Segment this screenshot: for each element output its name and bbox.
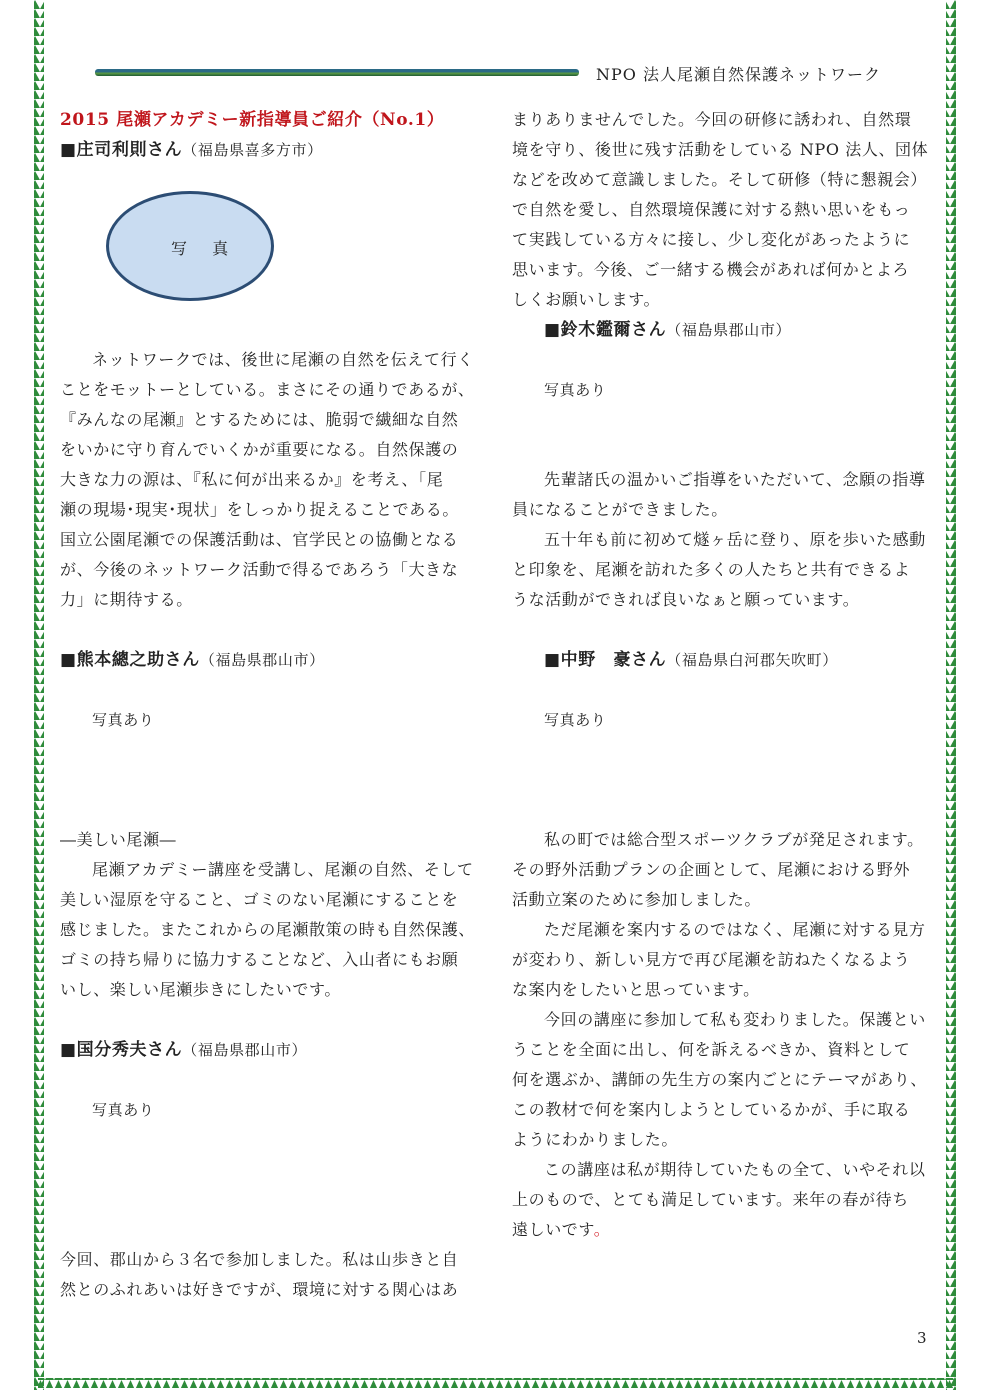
blank-line	[60, 795, 485, 825]
person-place: （福島県喜多方市）	[182, 141, 323, 159]
paragraph-line: 今回の講座に参加して私も変わりました。保護とい	[544, 1010, 926, 1029]
person-heading	[60, 645, 485, 675]
paragraph-line: 五十年も前に初めて燧ヶ岳に登り、原を歩いた感動	[544, 530, 926, 549]
photo-label: 写真あり	[544, 711, 607, 729]
bullet-marker: ■	[544, 320, 561, 340]
paragraph-line: 何を選ぶか、講師の先生方の案内ごとにテーマがあり、	[512, 1070, 928, 1089]
person-place: （福島県郡山市）	[199, 651, 325, 669]
paragraph-line: が変わり、新しい見方で再び尾瀬を訪ねたくなるよう	[512, 950, 911, 969]
paragraph-line: て実践している方々に接し、少し変化があったように	[512, 230, 911, 249]
paragraph-line: 美しい湿原を守ること、ゴミのない尾瀬にすることを	[60, 890, 459, 909]
paragraph-line: で自然を愛し、自然環境保護に対する熱い思いをもっ	[512, 200, 911, 219]
paragraph-line: 上のもので、とても満足しています。来年の春が待ち	[512, 1190, 909, 1209]
organization-name: NPO 法人尾瀬自然保護ネットワーク	[596, 65, 881, 84]
photo-label: 写真あり	[544, 381, 607, 399]
blank-line	[512, 795, 937, 825]
section-subtitle: ―美しい尾瀬―	[60, 830, 177, 849]
person-name: 庄司利則さん	[76, 140, 183, 160]
final-period: 。	[593, 1220, 611, 1239]
paragraph-line: 尾瀬アカデミー講座を受講し、尾瀬の自然、そして	[92, 860, 474, 879]
blank-line	[512, 345, 937, 375]
blank-line	[512, 435, 937, 465]
person-name: 鈴木鑑爾さん	[560, 320, 667, 340]
paragraph-line: 国立公園尾瀬での保護活動は、官学民との協働となる	[60, 530, 459, 549]
left-column	[60, 105, 485, 1305]
article-title: 2015 尾瀬アカデミー新指導員ご紹介（No.1）	[60, 110, 445, 130]
paragraph-line: 活動立案のために参加しました。	[512, 890, 762, 909]
person-name: 中野 豪さん	[560, 650, 667, 670]
blank-line	[60, 1005, 485, 1035]
paragraph-line: 思います。今後、ご一緒する機会があれば何かとよろ	[512, 260, 910, 279]
paragraph-line: 瀬の現場･現実･現状」をしっかり捉えることである。	[60, 500, 460, 519]
blank-line	[60, 765, 485, 795]
paragraph-line: 員になることができました。	[512, 500, 728, 519]
person-name: 熊本總之助さん	[76, 650, 200, 670]
paragraph-line: ゴミの持ち帰りに協力することなど、入山者にもお願	[60, 950, 459, 969]
bullet-marker: ■	[60, 1040, 77, 1060]
blank-line	[512, 735, 937, 765]
paragraph-line	[512, 1215, 937, 1245]
paragraph-line: 力」に期待する。	[60, 590, 193, 609]
paragraph-line: などを改めて意識しました。そして研修（特に懇親会）	[512, 170, 928, 189]
paragraph-line: この教材で何を案内しようとしているかが、手に取る	[512, 1100, 911, 1119]
paragraph-line: 大きな力の源は、『私に何が出来るか』を考え、「尾	[60, 470, 444, 489]
blank-line	[512, 675, 937, 705]
paragraph-line: をいかに守り育んでいくかが重要になる。自然保護の	[60, 440, 459, 459]
right-column	[512, 105, 937, 1245]
bullet-marker: ■	[60, 650, 77, 670]
paragraph-line: な案内をしたいと思っています。	[512, 980, 760, 999]
person-place: （福島県郡山市）	[666, 321, 792, 339]
bullet-marker: ■	[60, 140, 77, 160]
blank-line	[60, 1185, 485, 1215]
paragraph-line: 然とのふれあいは好きですが、環境に対する関心はあ	[60, 1280, 459, 1299]
paragraph-line: 先輩諸氏の温かいご指導をいただいて、念願の指導	[544, 470, 926, 489]
paragraph-text: 遠しいです	[512, 1220, 594, 1239]
paragraph-line: ネットワークでは、後世に尾瀬の自然を伝えて行く	[92, 350, 474, 369]
paragraph-line: 感じました。またこれからの尾瀬散策の時も自然保護、	[60, 920, 476, 939]
paragraph-line: うな活動ができれば良いなぁと願っています。	[512, 590, 860, 609]
paragraph-line: この講座は私が期待していたもの全て、いやそれ以	[544, 1160, 926, 1179]
paragraph-line: ただ尾瀬を案内するのではなく、尾瀬に対する見方	[544, 920, 926, 939]
paragraph-line: ようにわかりました。	[512, 1130, 679, 1149]
person-place: （福島県郡山市）	[182, 1041, 308, 1059]
page-number: 3	[917, 1329, 927, 1347]
blank-line	[60, 735, 485, 765]
photo-label: 写真あり	[92, 1101, 155, 1119]
blank-line	[512, 765, 937, 795]
paragraph-line: 『みんなの尾瀬』とするためには、脆弱で繊細な自然	[60, 410, 459, 429]
person-heading	[60, 135, 485, 165]
blank-line	[60, 675, 485, 705]
blank-line	[60, 1155, 485, 1185]
person-heading	[512, 315, 937, 345]
paragraph-line: 私の町では総合型スポーツクラブが発足されます。	[544, 830, 924, 849]
paragraph-line: しくお願いします。	[512, 290, 661, 309]
blank-line	[512, 615, 937, 645]
paragraph-line: まりありませんでした。今回の研修に誘われ、自然環	[512, 110, 912, 129]
blank-line	[60, 615, 485, 645]
blank-line	[60, 1125, 485, 1155]
paragraph-line: その野外活動プランの企画として、尾瀬における野外	[512, 860, 911, 879]
bullet-marker: ■	[544, 650, 561, 670]
paragraph-line: いし、楽しい尾瀬歩きにしたいです。	[60, 980, 341, 999]
paragraph-line: 今回、郡山から３名で参加しました。私は山歩きと自	[60, 1250, 459, 1269]
photo-label: 写真あり	[92, 711, 155, 729]
paragraph-line: ことをモットーとしている。まさにその通りであるが、	[60, 380, 475, 399]
photo-spacer	[60, 165, 485, 345]
person-heading	[512, 645, 937, 675]
paragraph-line: と印象を、尾瀬を訪れた多くの人たちと共有できるよ	[512, 560, 911, 579]
person-place: （福島県白河郡矢吹町）	[666, 651, 838, 669]
photo-label: 写 真	[171, 239, 239, 258]
header-rule	[95, 69, 579, 76]
paragraph-line: が、今後のネットワーク活動で得るであろう「大きな	[60, 560, 459, 579]
person-heading	[60, 1035, 485, 1065]
paragraph-line: うことを全面に出し、何を訴えるべきか、資料として	[512, 1040, 911, 1059]
person-name: 国分秀夫さん	[76, 1040, 183, 1060]
blank-line	[60, 1215, 485, 1245]
paragraph-line: 境を守り、後世に残す活動をしている NPO 法人、団体	[512, 140, 929, 159]
blank-line	[512, 405, 937, 435]
blank-line	[60, 1065, 485, 1095]
